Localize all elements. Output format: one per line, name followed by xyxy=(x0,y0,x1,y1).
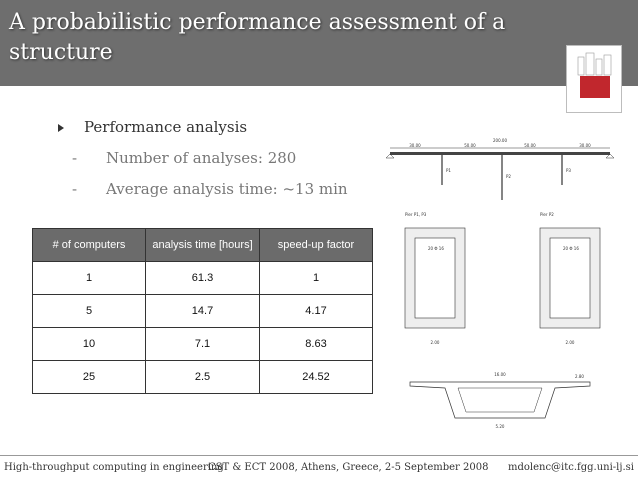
table-cell: 61.3 xyxy=(146,262,260,295)
span-label: 50.00 xyxy=(524,143,536,148)
table-cell: 24.52 xyxy=(260,361,373,394)
deck-dim-label: 2.80 xyxy=(575,374,584,379)
table-cell: 5 xyxy=(33,295,146,328)
table-row xyxy=(33,361,373,394)
bridge-deck xyxy=(390,152,610,155)
logo-red-block xyxy=(580,76,610,98)
sub-bullet-time: - Average analysis time: ~13 min xyxy=(72,180,348,198)
table-cell: 2.5 xyxy=(146,361,260,394)
span-label: 30.00 xyxy=(409,143,421,148)
table-cell: 7.1 xyxy=(146,328,260,361)
span-label: 30.00 xyxy=(579,143,591,148)
pier-label: P3 xyxy=(566,168,571,173)
university-logo xyxy=(566,45,622,113)
footer-center: CST & ECT 2008, Athens, Greece, 2-5 September 2008 xyxy=(208,462,489,473)
structure-drawing xyxy=(380,130,630,450)
pier-section-p1-p3 xyxy=(405,212,465,345)
table-header: # of computers xyxy=(33,229,146,262)
bar-label: 20 Φ 16 xyxy=(428,246,444,251)
pier-label: P1 xyxy=(446,168,451,173)
slide-header xyxy=(0,0,638,86)
bridge-elevation xyxy=(386,138,614,200)
section-title: Pier P1, P3 xyxy=(405,212,427,217)
footer-left: High-throughput computing in engineering xyxy=(4,462,224,473)
pier-label: P2 xyxy=(506,174,511,179)
span-total-label: 200.00 xyxy=(493,138,507,143)
table-header: speed-up factor xyxy=(260,229,373,262)
table-header-row xyxy=(33,229,373,262)
table-cell: 10 xyxy=(33,328,146,361)
table-cell: 14.7 xyxy=(146,295,260,328)
slide-title: A probabilistic performance assessment of a structure xyxy=(9,10,506,65)
table-row xyxy=(33,328,373,361)
table-cell: 1 xyxy=(260,262,373,295)
slide-footer xyxy=(0,455,638,480)
deck-top-label: 16.00 xyxy=(494,372,506,377)
table-header: analysis time [hours] xyxy=(146,229,260,262)
sub-bullet-analyses: - Number of analyses: 280 xyxy=(72,149,297,167)
pier-section-p2 xyxy=(540,212,600,345)
footer-right: mdolenc@itc.fgg.uni-lj.si xyxy=(507,462,634,473)
bar-label: 20 Φ 16 xyxy=(563,246,579,251)
bullet-main: Performance analysis xyxy=(58,118,247,136)
table-row xyxy=(33,295,373,328)
deck-cross-section xyxy=(410,372,590,429)
building-icon xyxy=(568,49,622,77)
triangle-bullet-icon xyxy=(58,124,64,132)
section-width-label: 2.00 xyxy=(430,340,440,345)
table-cell: 1 xyxy=(33,262,146,295)
section-width-label: 2.00 xyxy=(565,340,575,345)
table-row xyxy=(33,262,373,295)
speedup-table xyxy=(32,228,373,394)
deck-bottom-label: 5.20 xyxy=(495,424,505,429)
section-title: Pier P2 xyxy=(540,212,554,217)
table-cell: 25 xyxy=(33,361,146,394)
table-cell: 8.63 xyxy=(260,328,373,361)
table-cell: 4.17 xyxy=(260,295,373,328)
span-label: 50.00 xyxy=(464,143,476,148)
